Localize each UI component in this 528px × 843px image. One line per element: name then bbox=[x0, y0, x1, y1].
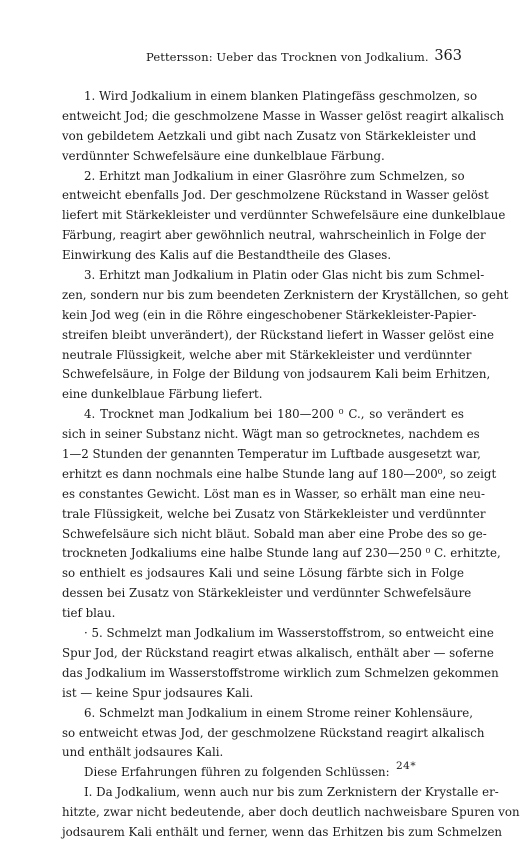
text-line: I. Da Jodkalium, wenn auch nur bis zum Zerknistern der Krystalle er- bbox=[84, 785, 499, 800]
text-line: Färbung, reagirt aber gewöhnlich neutral, wahrscheinlich in Folge der bbox=[62, 228, 486, 243]
page-number: 363 bbox=[434, 48, 462, 64]
text-line: 2. Erhitzt man Jodkalium in einer Glasröhre zum Schmelzen, so bbox=[84, 168, 465, 183]
text-line: 1. Wird Jodkalium in einem blanken Platingefäss geschmolzen, so bbox=[84, 89, 478, 103]
text-line: dessen bei Zusatz von Stärkekleister und verdünnter Schwefelsäure bbox=[62, 586, 472, 601]
text-line: jodsaurem Kali enthält und ferner, wenn das Erhitzen bis zum Schmelzen bbox=[62, 824, 503, 839]
text-line: trockneten Jodkaliums eine halbe Stunde lang auf 230—250 ⁰ C. erhitzte, bbox=[62, 546, 501, 561]
text-line: Spur Jod, der Rückstand reagirt etwas alkalisch, enthält aber — soferne bbox=[62, 645, 494, 660]
text-line: sich in seiner Substanz nicht. Wägt man so getrocknetes, nachdem es bbox=[62, 427, 480, 442]
text-line: Einwirkung des Kalis auf die Bestandtheile des Glases. bbox=[62, 248, 392, 263]
text-line: kein Jod weg (ein in die Röhre eingeschobener Stärkekleister-Papier- bbox=[62, 307, 477, 322]
text-line: Diese Erfahrungen führen zu folgenden Schlüssen: bbox=[84, 765, 390, 780]
text-line: verdünnter Schwefelsäure eine dunkelblaue Färbung. bbox=[62, 148, 385, 163]
text-line: entweicht Jod; die geschmolzene Masse in Wasser gelöst reagirt alkalisch bbox=[62, 108, 504, 123]
text-line: Schwefelsäure, in Folge der Bildung von jodsaurem Kali beim Erhitzen, bbox=[62, 367, 491, 382]
text-line: streifen bleibt unverändert), der Rückstand liefert in Wasser gelöst eine bbox=[62, 327, 495, 342]
text-line: eine dunkelblaue Färbung liefert. bbox=[62, 387, 263, 402]
text-line: das Jodkalium im Wasserstoffstrome wirklich zum Schmelzen gekommen bbox=[62, 665, 499, 680]
text-line: so enthielt es jodsaures Kali und seine Lösung färbte sich in Folge bbox=[62, 566, 464, 581]
text-line: 1—2 Stunden der genannten Temperatur im Luftbade ausgesetzt war, bbox=[62, 447, 481, 462]
running-head bbox=[62, 50, 462, 68]
body-text bbox=[62, 87, 520, 843]
running-title: Pettersson: Ueber das Trocknen von Jodkalium. bbox=[146, 50, 429, 64]
signature-mark: 24* bbox=[396, 760, 417, 772]
text-line: entweicht ebenfalls Jod. Der geschmolzene Rückstand in Wasser gelöst bbox=[62, 188, 489, 203]
text-line: erhitzt es dann nochmals eine halbe Stunde lang auf 180—200⁰, so zeigt bbox=[62, 466, 497, 481]
text-line: Schwefelsäure sich nicht bläut. Sobald man aber eine Probe des so ge- bbox=[62, 526, 487, 541]
text-line: tief blau. bbox=[62, 606, 116, 621]
text-line: · 5. Schmelzt man Jodkalium im Wasserstoffstrom, so entweicht eine bbox=[84, 626, 494, 641]
text-line: zen, sondern nur bis zum beendeten Zerknistern der Kryställchen, so geht bbox=[62, 287, 509, 302]
text-line: trale Flüssigkeit, welche bei Zusatz von Stärkekleister und verdünnter bbox=[62, 506, 486, 521]
text-line: neutrale Flüssigkeit, welche aber mit Stärkekleister und verdünnter bbox=[62, 347, 472, 362]
text-line: so entweicht etwas Jod, der geschmolzene Rückstand reagirt alkalisch bbox=[62, 725, 485, 740]
text-line: 4. Trocknet man Jodkalium bei 180—200 ⁰ C., so verändert es bbox=[84, 407, 464, 422]
text-line: liefert mit Stärkekleister und verdünnter Schwefelsäure eine dunkelblaue bbox=[62, 208, 506, 223]
text-line: und enthält jodsaures Kali. bbox=[62, 745, 224, 760]
text-line: hitzte, zwar nicht bedeutende, aber doch deutlich nachweisbare Spuren von bbox=[62, 805, 520, 820]
text-line: ist — keine Spur jodsaures Kali. bbox=[62, 685, 254, 700]
text-line: 6. Schmelzt man Jodkalium in einem Strome reiner Kohlensäure, bbox=[84, 705, 473, 720]
text-line: 3. Erhitzt man Jodkalium in Platin oder Glas nicht bis zum Schmel- bbox=[84, 268, 485, 283]
text-line: von gebildetem Aetzkali und gibt nach Zusatz von Stärkekleister und bbox=[62, 128, 477, 143]
text-line: es constantes Gewicht. Löst man es in Wasser, so erhält man eine neu- bbox=[62, 486, 486, 501]
